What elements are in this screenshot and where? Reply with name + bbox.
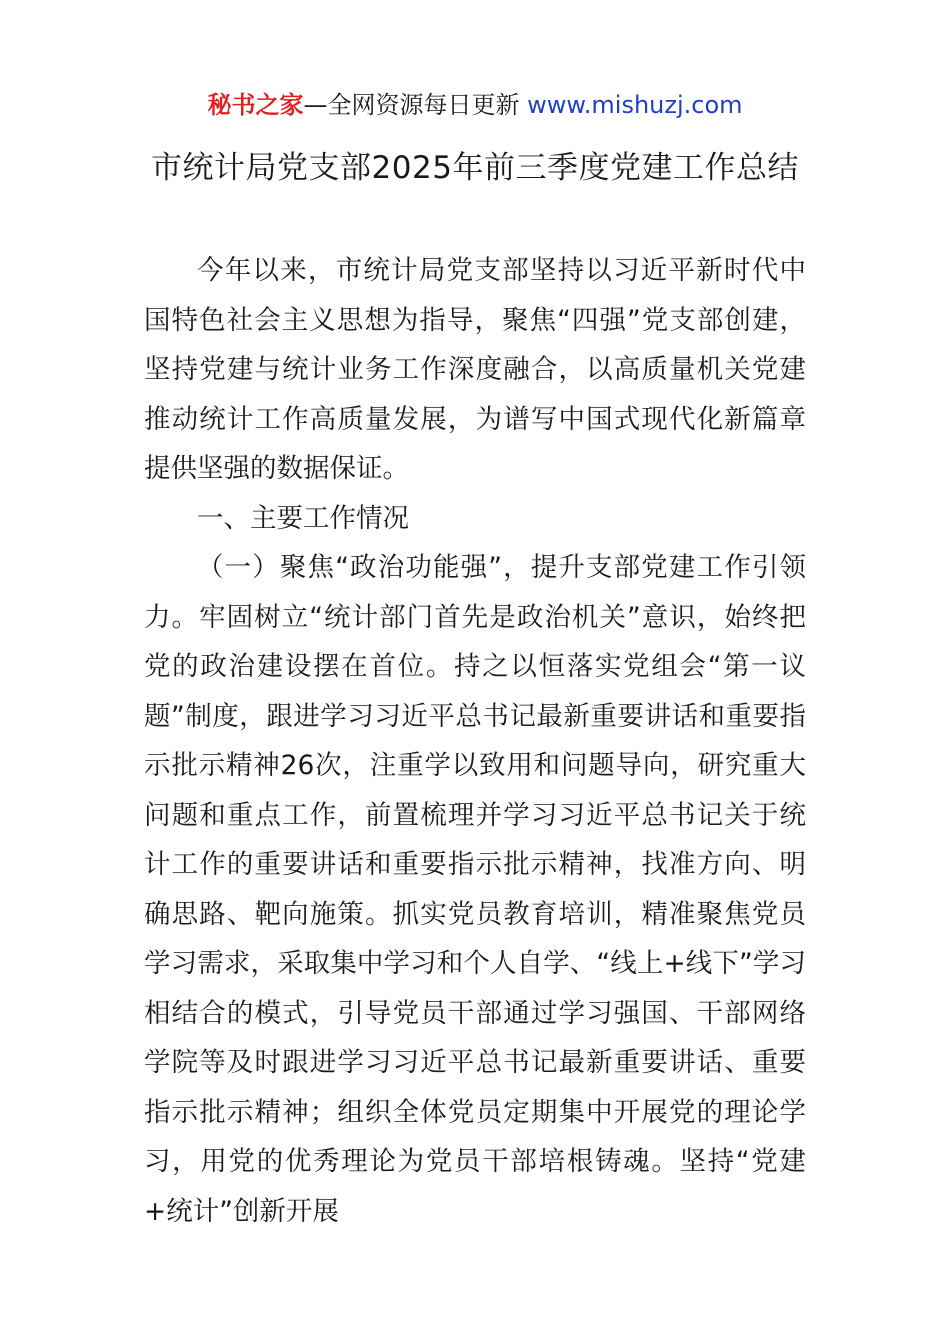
site-url-link[interactable]: www.mishuzj.com: [527, 91, 743, 119]
site-banner: [0, 88, 950, 122]
brand-name: 秘书之家: [207, 91, 304, 119]
document-body: [144, 246, 806, 1236]
body-paragraph: （一）聚焦“政治功能强”，提升支部党建工作引领力。牢固树立“统计部门首先是政治机关”意识，始终把党的政治建设摆在首位。持之以恒落实党组会“第一议题”制度，跟进学习习近平总书记最新重要讲话和重要指示批示精神26次，注重学以致用和问题导向，研究重大问题和重点工作，前置梳理并学习习近平总书记关于统计工作的重要讲话和重要指示批示精神，找准方向、明确思路、靶向施策。抓实党员教育培训，精准聚焦党员学习需求，采取集中学习和个人自学、“线上+线下”学习相结合的模式，引导党员干部通过学习强国、干部网络学院等及时跟进学习习近平总书记最新重要讲话、重要指示批示精神；组织全体党员定期集中开展党的理论学习，用党的优秀理论为党员干部培根铸魂。坚持“党建+统计”创新开展: [144, 552, 806, 1227]
intro-paragraph: 今年以来，市统计局党支部坚持以习近平新时代中国特色社会主义思想为指导，聚焦“四强”党支部创建，坚持党建与统计业务工作深度融合，以高质量机关党建推动统计工作高质量发展，为谱写中国式现代化新篇章提供坚强的数据保证。: [144, 255, 806, 484]
section-heading: 一、主要工作情况: [197, 502, 409, 534]
document-title: 市统计局党支部2025年前三季度党建工作总结: [151, 150, 799, 186]
banner-tagline: —全网资源每日更新: [303, 91, 528, 119]
